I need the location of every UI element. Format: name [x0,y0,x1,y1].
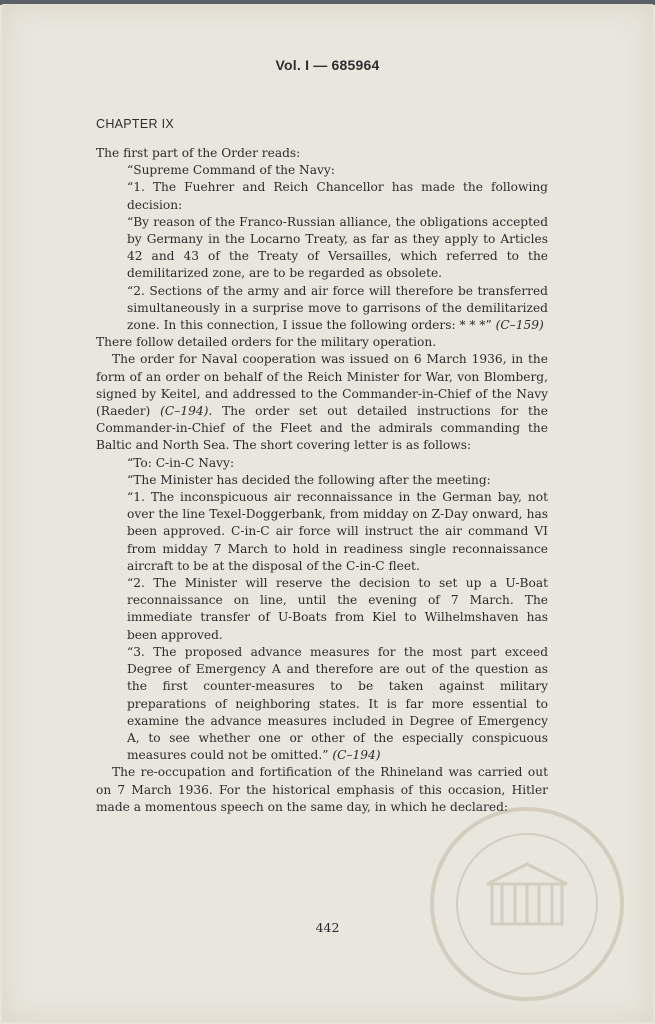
paragraph: The re-occupation and fortification of the Rhineland was carried out on 7 March 1936. For the historical emphasis of this occasion, Hitler made a momentous speech on the same day, in which he declared: [96,765,548,814]
quote-paragraph: “1. The Fuehrer and Reich Chancellor has made the following decision: [127,180,548,212]
paragraph: The first part of the Order reads: [96,146,301,160]
library-stamp-icon [427,804,627,1004]
quote-paragraph: “By reason of the Franco-Russian alliance, the obligations accepted by Germany in the Locarno Treaty, as far as they apply to Articles 42 and 43 of the Treaty of Versailles, which referred to the demilitarized zone, are to be regarded as obsolete. [127,214,548,281]
quote-line: “To: C-in-C Navy: [127,455,235,470]
paragraph: There follow detailed orders for the military operation. [96,335,437,350]
paragraph: The order for Naval cooperation was issued on 6 March 1936, in the form of an order on behalf of the Reich Minister for War, von Blomberg, signed by Keitel, and addressed to the Commander-in-Chief of the Navy (Raeder) (C–194). The order set out detailed instructions for the Commander-in-Chief of the Fleet and the admirals commanding the Baltic and North Sea. The short covering letter is as follows: [96,352,548,453]
document-page [2,4,653,1022]
citation: (C–194) [332,748,381,763]
quote-paragraph: “2. The Minister will reserve the decision to set up a U-Boat reconnaissance on line, until the evening of 7 March. The immediate transfer of U-Boats from Kiel to Wilhelmshaven has been approved. [127,576,548,642]
quote-line: “Supreme Command of the Navy: [127,163,335,178]
page-number: 442 [315,920,340,935]
quote-paragraph: “2. Sections of the army and air force will therefore be transferred simultaneously in a surprise move to garrisons of the demilitarized zone. In this connection, I issue the following orders: * * *” (C–159) [127,283,548,333]
citation: (C–194). [160,404,213,419]
quote-line: “The Minister has decided the following after the meeting: [127,472,491,487]
chapter-heading: CHAPTER IX [96,117,175,131]
citation: (C–159) [495,318,544,333]
body-text [96,145,548,816]
quote-paragraph: “3. The proposed advance measures for the most part exceed Degree of Emergency A and therefore are out of the question as the first counter-measures to be taken against military preparations of neighboring states. It is far more essential to examine the advance measures included in Degree of Emergency A, to see whether one or other of the especially conspicuous measures could not be omitted.” (C–194) [127,644,548,763]
page-header: Vol. I — 685964 [275,57,380,73]
quote-paragraph: “1. The inconspicuous air reconnaissance in the German bay, not over the line Texel-Doggerbank, from midday on Z-Day onward, has been approved. C-in-C air force will instruct the air command VI from midday 7 March to hold in readiness single reconnaissance aircraft to be at the disposal of the C-in-C fleet. [127,490,548,573]
